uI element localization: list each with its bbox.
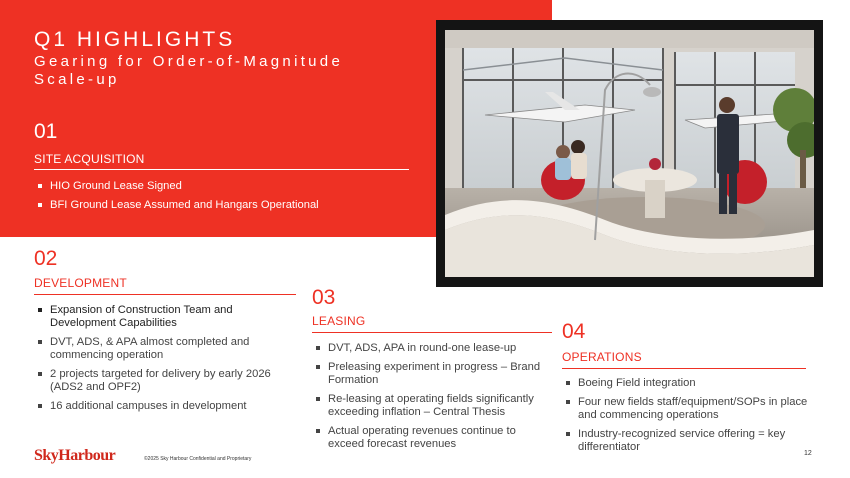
site-acquisition-heading: SITE ACQUISITION	[34, 152, 145, 166]
list-item: Four new fields staff/equipment/SOPs in place and commencing operations	[564, 396, 808, 422]
site-acquisition-divider	[34, 169, 409, 170]
copyright-notice: ©2025 Sky Harbour Confidential and Proprietary	[144, 456, 252, 462]
list-item: DVT, ADS, & APA almost completed and commencing operation	[36, 336, 296, 362]
leasing-heading: LEASING	[312, 314, 366, 328]
list-item: 16 additional campuses in development	[36, 400, 296, 413]
sky-harbour-logo: SkyHarbour	[34, 447, 116, 464]
list-item: Industry-recognized service offering = key differentiator	[564, 428, 808, 454]
list-item: Expansion of Construction Team and Development Capabilities	[36, 304, 296, 330]
slide-title: Q1 HIGHLIGHTS	[34, 28, 236, 51]
operations-list	[564, 377, 808, 460]
leasing-number: 03	[312, 286, 336, 309]
list-item: DVT, ADS, APA in round-one lease-up	[314, 342, 554, 355]
development-list	[36, 304, 296, 419]
list-item: Preleasing experiment in progress – Brand Formation	[314, 361, 554, 387]
operations-divider	[562, 368, 806, 369]
operations-heading: OPERATIONS	[562, 350, 642, 364]
development-number: 02	[34, 247, 58, 270]
operations-number: 04	[562, 320, 586, 343]
list-item: BFI Ground Lease Assumed and Hangars Operational	[36, 199, 416, 212]
list-item: HIO Ground Lease Signed	[36, 180, 416, 193]
list-item: Boeing Field integration	[564, 377, 808, 390]
page-number: 12	[804, 450, 812, 457]
leasing-list	[314, 342, 554, 457]
slide-subtitle: Gearing for Order-of-Magnitude Scale-up	[34, 53, 344, 88]
leasing-divider	[312, 332, 552, 333]
development-divider	[34, 294, 296, 295]
hangar-lounge-photo	[436, 20, 823, 287]
development-heading: DEVELOPMENT	[34, 276, 127, 290]
site-acquisition-list	[36, 180, 416, 218]
list-item: Re-leasing at operating fields significantly exceeding inflation – Central Thesis	[314, 393, 554, 419]
site-acquisition-number: 01	[34, 120, 58, 143]
list-item: 2 projects targeted for delivery by early 2026 (ADS2 and OPF2)	[36, 368, 296, 394]
list-item: Actual operating revenues continue to exceed forecast revenues	[314, 425, 554, 451]
